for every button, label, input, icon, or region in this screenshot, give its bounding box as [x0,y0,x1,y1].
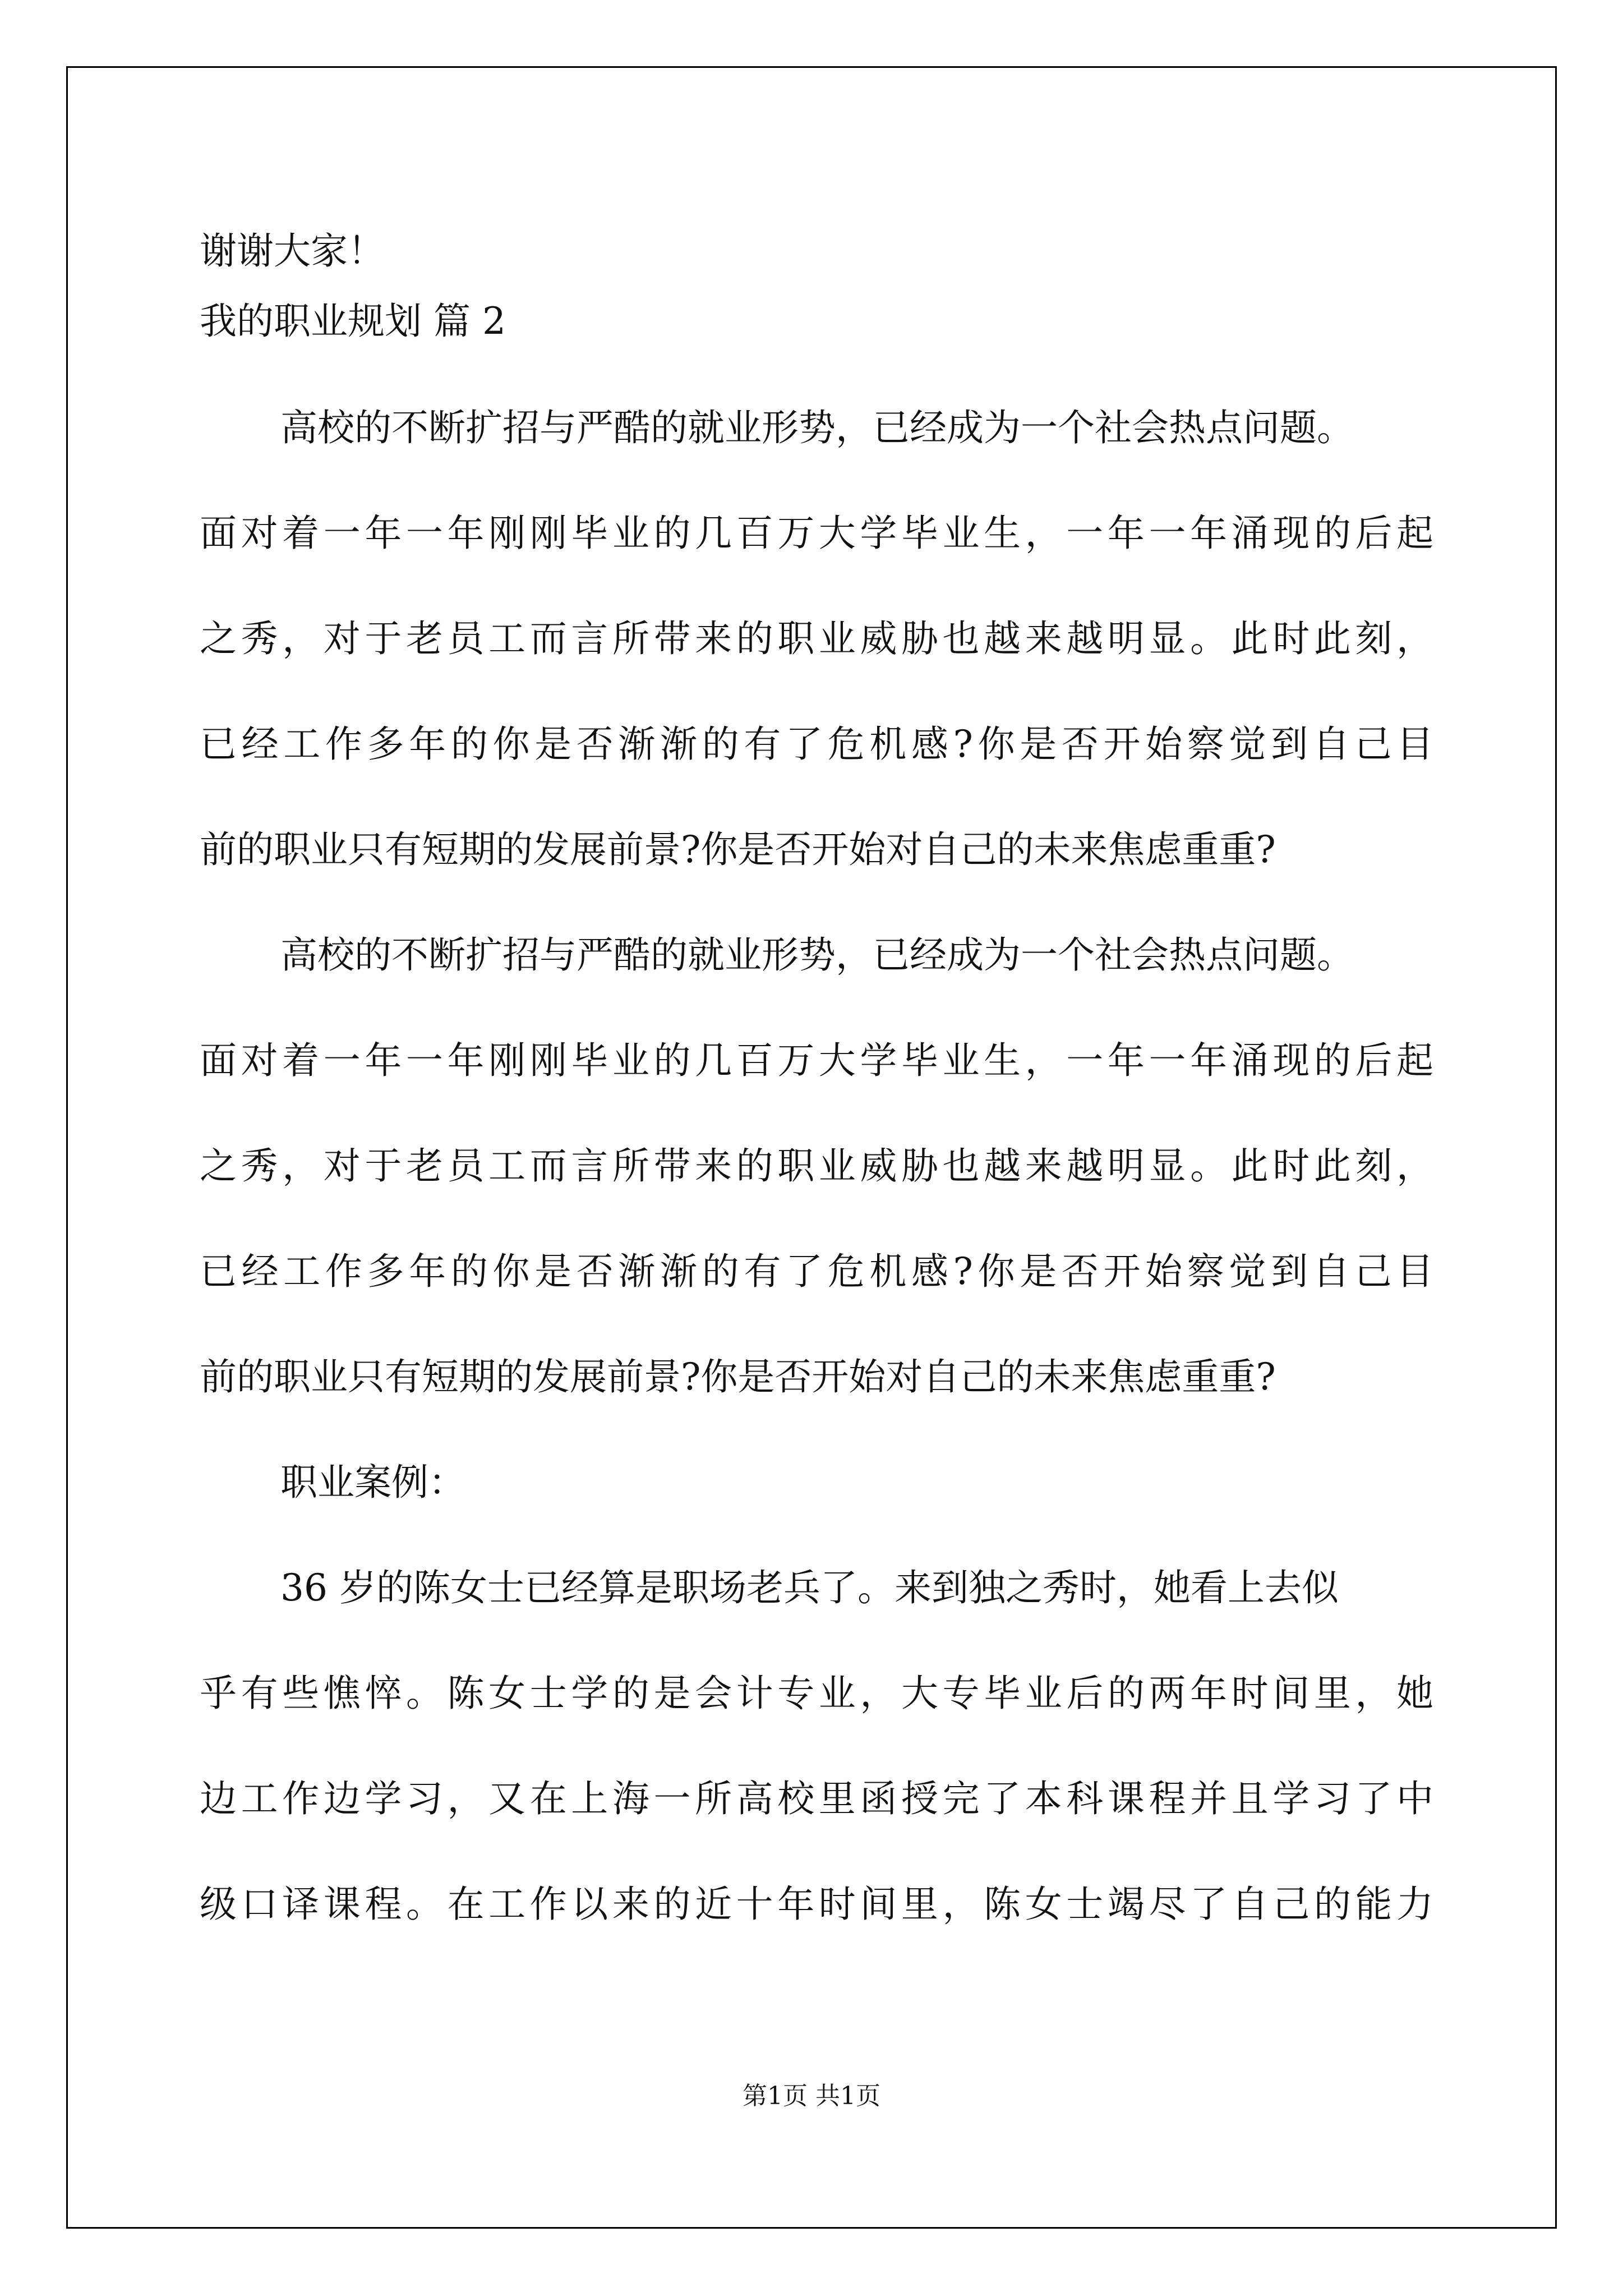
paragraph-line: 前的职业只有短期的发展前景?你是否开始对自己的未来焦虑重重? [200,1355,1276,1398]
page-footer: 第1页 共1页 [743,2082,880,2110]
paragraph-line: 高校的不断扩招与严酷的就业形势，已经成为一个社会热点问题。 [280,933,1354,977]
paragraph-line: 高校的不断扩招与严酷的就业形势，已经成为一个社会热点问题。 [280,406,1354,449]
paragraph-line: 之秀，对于老员工而言所带来的职业威胁也越来越明显。此时此刻， [200,1144,1433,1188]
paragraph-line: 乎有些憔悴。陈女士学的是会计专业，大专毕业后的两年时间里，她 [200,1672,1433,1715]
paragraph-line: 边工作边学习，又在上海一所高校里函授完了本科课程并且学习了中 [200,1777,1433,1820]
paragraph-line: 级口译课程。在工作以来的近十年时间里，陈女士竭尽了自己的能力 [200,1883,1433,1926]
paragraph-line: 已经工作多年的你是否渐渐的有了危机感?你是否开始察觉到自己目 [200,723,1433,766]
paragraph-line: 36 岁的陈女士已经算是职场老兵了。来到独之秀时，她看上去似 [280,1566,1339,1609]
paragraph-line: 面对着一年一年刚刚毕业的几百万大学毕业生，一年一年涌现的后起 [200,512,1433,555]
paragraph-line: 已经工作多年的你是否渐渐的有了危机感?你是否开始察觉到自己目 [200,1250,1433,1293]
paragraph-line: 面对着一年一年刚刚毕业的几百万大学毕业生，一年一年涌现的后起 [200,1039,1433,1082]
closing-line: 谢谢大家！ [200,229,385,273]
paragraph-line: 前的职业只有短期的发展前景?你是否开始对自己的未来焦虑重重? [200,828,1276,871]
section-heading: 我的职业规划 篇 2 [200,300,506,343]
subheading: 职业案例： [280,1461,465,1504]
paragraph-line: 之秀，对于老员工而言所带来的职业威胁也越来越明显。此时此刻， [200,617,1433,660]
